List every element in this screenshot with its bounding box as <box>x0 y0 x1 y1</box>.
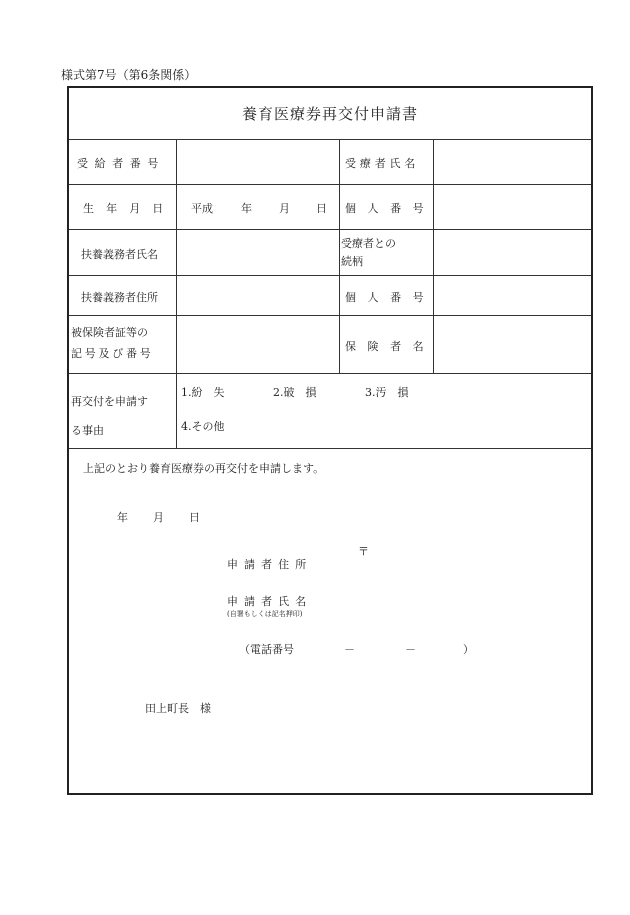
individual-number-label: 個人番号 <box>345 202 436 215</box>
addressee: 田上町長 様 <box>145 702 211 715</box>
row-divider <box>69 315 591 316</box>
relationship-label-line2: 続柄 <box>341 255 363 268</box>
reason-option-other[interactable]: 4.その他 <box>181 420 225 433</box>
row-divider <box>69 275 591 276</box>
patient-name-label: 受療者氏名 <box>345 157 420 170</box>
insurance-card-field[interactable] <box>179 318 336 371</box>
applicant-name-field[interactable] <box>334 590 574 608</box>
application-form <box>67 86 593 795</box>
row-divider <box>69 229 591 230</box>
relationship-label-line1: 受療者との <box>341 237 396 250</box>
applicant-name-label: 申請者氏名 <box>227 595 313 608</box>
recipient-number-label: 受給者番号 <box>77 157 165 170</box>
phone-dash-2: － <box>405 643 416 656</box>
patient-name-field[interactable] <box>436 142 591 182</box>
reason-label-line2: る事由 <box>71 424 104 437</box>
reason-option-stain[interactable]: 3.汚 損 <box>365 386 409 399</box>
phone-open: （電話番号 <box>239 643 294 656</box>
birthdate-era[interactable]: 平成 <box>191 202 213 215</box>
phone-dash-1: － <box>344 643 355 656</box>
insurer-name-field[interactable] <box>436 318 591 371</box>
reason-option-loss[interactable]: 1.紛 失 <box>181 386 225 399</box>
insurance-card-label-line1: 被保険者証等の <box>71 326 148 339</box>
row-divider <box>69 184 591 185</box>
date-year[interactable]: 年 <box>117 511 128 524</box>
reason-option-damage[interactable]: 2.破 損 <box>273 386 317 399</box>
supporter-name-field[interactable] <box>179 232 336 273</box>
birthdate-label: 生年月日 <box>83 202 176 215</box>
date-month[interactable]: 月 <box>153 511 164 524</box>
row-divider <box>69 139 591 140</box>
row-divider <box>69 373 591 374</box>
row-divider <box>69 448 591 449</box>
birthdate-year[interactable]: 年 <box>241 202 252 215</box>
birthdate-day[interactable]: 日 <box>316 202 327 215</box>
form-number: 様式第7号（第6条関係） <box>61 68 197 82</box>
supporter-address-field[interactable] <box>179 278 336 313</box>
individual-number-field[interactable] <box>436 187 591 227</box>
recipient-number-field[interactable] <box>179 142 336 182</box>
reason-label-line1: 再交付を申請す <box>71 395 148 408</box>
insurance-card-label-line2: 記号及び番号 <box>71 347 154 360</box>
insurer-name-label: 保険者名 <box>345 340 436 353</box>
date-day[interactable]: 日 <box>189 511 200 524</box>
supporter-name-label: 扶養義務者氏名 <box>81 248 158 261</box>
column-divider <box>176 373 177 448</box>
individual-number-field-2[interactable] <box>436 278 591 313</box>
column-divider <box>339 139 340 373</box>
individual-number-label-2: 個人番号 <box>345 291 436 304</box>
supporter-address-label: 扶養義務者住所 <box>81 291 158 304</box>
relationship-field[interactable] <box>436 232 591 273</box>
applicant-address-field[interactable] <box>334 553 574 571</box>
signature-note: (自署もしくは記名押印) <box>227 610 303 618</box>
declaration-text: 上記のとおり養育医療券の再交付を申請します。 <box>83 462 325 475</box>
column-divider <box>176 139 177 373</box>
applicant-address-label: 申請者住所 <box>227 558 313 571</box>
birthdate-month[interactable]: 月 <box>279 202 290 215</box>
postal-mark: 〒 <box>358 545 369 558</box>
form-title: 養育医療券再交付申請書 <box>241 105 418 123</box>
phone-close: ） <box>463 643 474 656</box>
